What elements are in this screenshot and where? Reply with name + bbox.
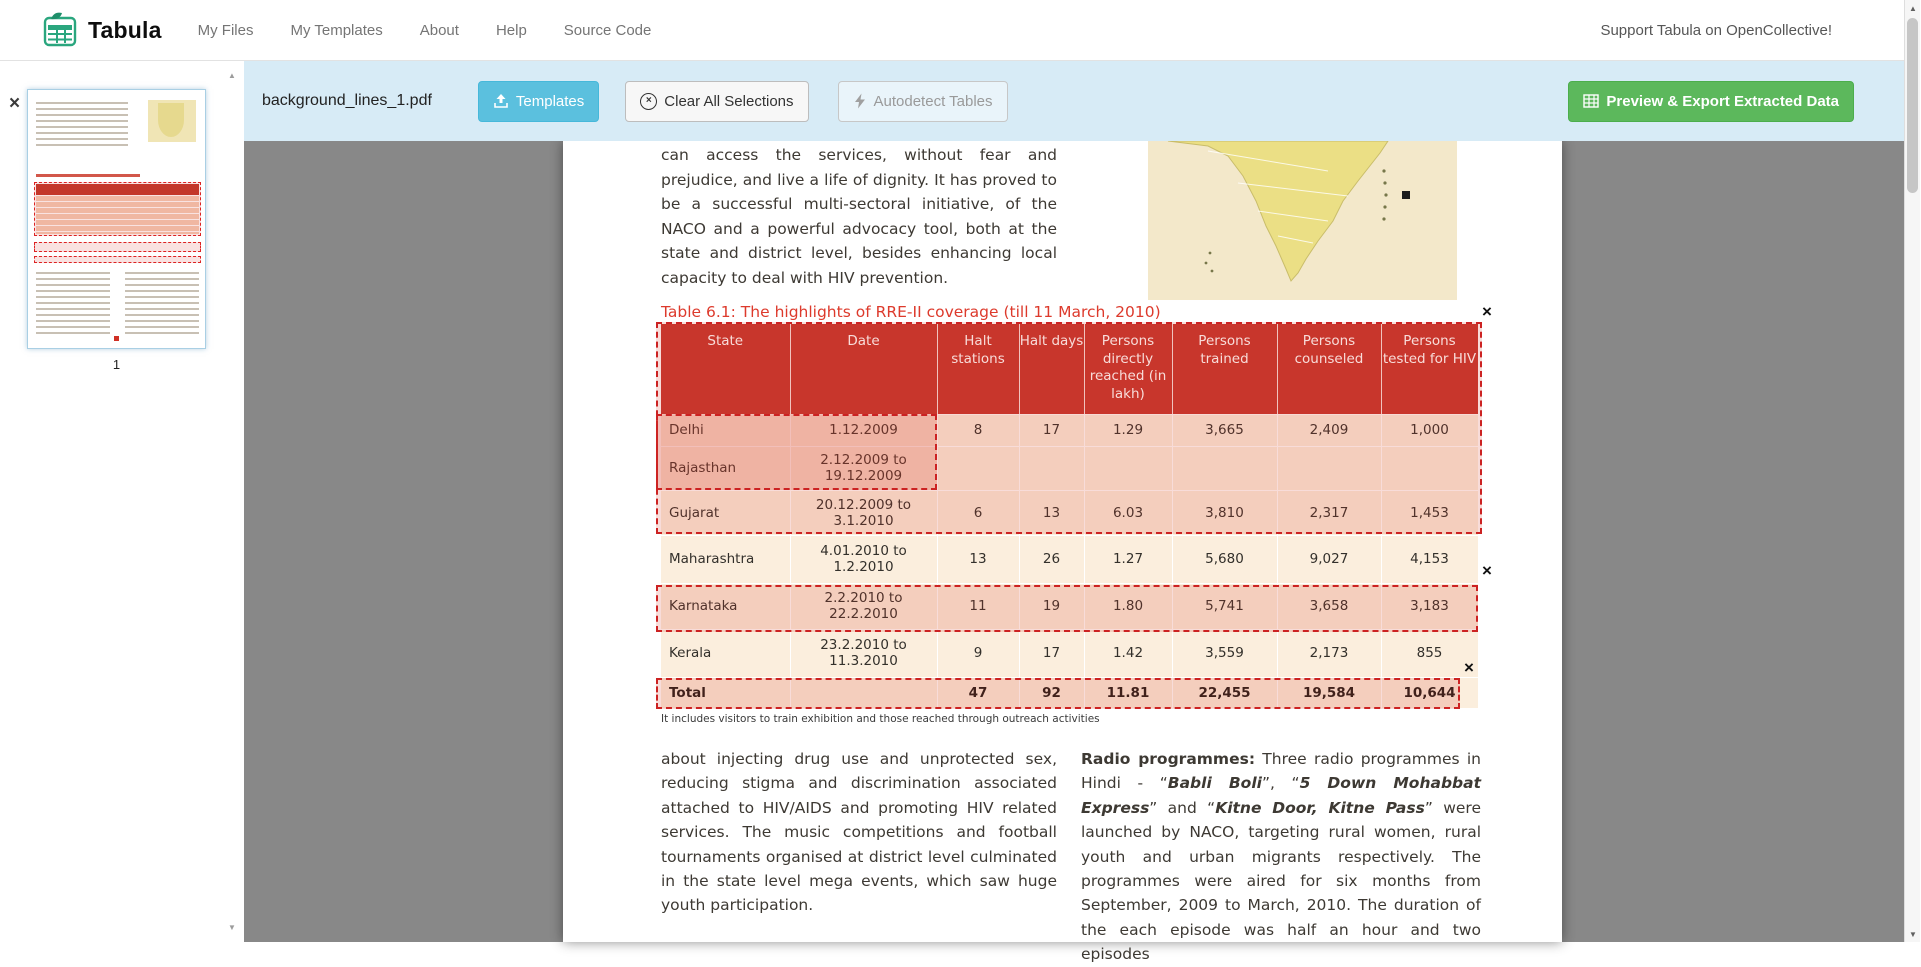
table-cell: 22,455 bbox=[1172, 677, 1277, 708]
thumb-selection bbox=[34, 256, 201, 263]
table-cell: 8 bbox=[937, 414, 1019, 446]
table-cell: 17 bbox=[1019, 414, 1084, 446]
support-link[interactable]: Support Tabula on OpenCollective! bbox=[1600, 21, 1832, 39]
thumb-text-column bbox=[125, 272, 199, 334]
india-map-figure bbox=[1148, 141, 1457, 300]
map-legend-square bbox=[1402, 191, 1410, 199]
sidebar bbox=[0, 61, 244, 942]
table-row bbox=[661, 535, 1478, 583]
autodetect-tables-button[interactable] bbox=[838, 81, 1008, 122]
table-cell: 1,000 bbox=[1381, 414, 1478, 446]
table-cell: Kerala bbox=[661, 629, 790, 677]
table-cell: 2,173 bbox=[1277, 629, 1381, 677]
table-cell: 855 bbox=[1381, 629, 1478, 677]
thumb-selection bbox=[34, 182, 201, 236]
filename-label: background_lines_1.pdf bbox=[262, 92, 432, 109]
table-cell: 1.29 bbox=[1084, 414, 1172, 446]
pdf-table-footnote: It includes visitors to train exhibition and those reached through outreach activities bbox=[661, 713, 1100, 725]
thumb-table-title bbox=[36, 174, 140, 177]
thumb-map bbox=[148, 100, 196, 142]
table-cell: Gujarat bbox=[661, 490, 790, 535]
scrollbar-thumb[interactable] bbox=[1907, 18, 1918, 193]
table-cell: 13 bbox=[937, 535, 1019, 583]
table-row bbox=[661, 629, 1478, 677]
table-cell: 1.80 bbox=[1084, 583, 1172, 629]
thumb-text-column bbox=[36, 272, 110, 334]
table-cell: 3,810 bbox=[1172, 490, 1277, 535]
table-header-cell: Date bbox=[790, 324, 937, 414]
table-selection-region[interactable] bbox=[656, 414, 937, 490]
nav-help[interactable]: Help bbox=[495, 21, 527, 39]
pdf-viewport[interactable] bbox=[244, 141, 1904, 964]
sidebar-scroll-up-icon[interactable]: ▲ bbox=[228, 71, 236, 80]
window-scrollbar[interactable] bbox=[1904, 0, 1920, 942]
text-segment: ”, “ bbox=[1261, 774, 1300, 793]
table-header-cell: State bbox=[661, 324, 790, 414]
nav-my-files[interactable]: My Files bbox=[197, 21, 254, 39]
left-column-paragraph: about injecting drug use and unprotected sex, reducing stigma and discrimination associated attached to HIV/AIDS and promoting HIV related services. The music competitions and football tournaments organised at district level culminated in the state level mega events, which saw huge youth participation. bbox=[661, 750, 1057, 915]
table-cell: 19,584 bbox=[1277, 677, 1381, 708]
table-cell: 3,183 bbox=[1381, 583, 1478, 629]
table-cell: 6.03 bbox=[1084, 490, 1172, 535]
tabula-logo-icon bbox=[42, 12, 78, 48]
clear-button-label: Clear All Selections bbox=[664, 92, 794, 110]
table-cell: 20.12.2009 to 3.1.2010 bbox=[790, 490, 937, 535]
scroll-up-icon[interactable]: ▲ bbox=[1909, 3, 1917, 13]
table-cell: 1,453 bbox=[1381, 490, 1478, 535]
text-segment: ” were launched by NACO, targeting rural women, rural youth and urban migrants respectively. The programmes were aired for six months from September, 2009 to March, 2010. The duration of the each episode was half an hour and two episodes bbox=[1081, 798, 1482, 964]
table-cell: 2.12.2009 to 19.12.2009 bbox=[790, 446, 937, 490]
table-cell: 23.2.2010 to 11.3.2010 bbox=[790, 629, 937, 677]
table-cell: 2,317 bbox=[1277, 490, 1381, 535]
export-button-label: Preview & Export Extracted Data bbox=[1606, 92, 1839, 110]
text-segment: ” and “ bbox=[1149, 798, 1216, 817]
text-segment: 5 Down Mohabbat Express bbox=[1081, 774, 1481, 817]
page-thumbnail[interactable] bbox=[27, 89, 206, 349]
table-cell: 4,153 bbox=[1381, 535, 1478, 583]
table-cell: 17 bbox=[1019, 629, 1084, 677]
table-cell: Total bbox=[661, 677, 790, 708]
nav-source-code[interactable]: Source Code bbox=[563, 21, 652, 39]
right-column-paragraph bbox=[1081, 747, 1481, 967]
table-cell: 92 bbox=[1019, 677, 1084, 708]
selection-close-icon[interactable]: × bbox=[1482, 302, 1492, 321]
table-cell: Rajasthan bbox=[661, 446, 790, 490]
table-cell: 9,027 bbox=[1277, 535, 1381, 583]
table-selection-region[interactable] bbox=[656, 678, 1460, 709]
table-header-cell: Halt stations bbox=[937, 324, 1019, 414]
preview-export-button[interactable] bbox=[1568, 81, 1854, 122]
sidebar-scroll-down-icon[interactable]: ▼ bbox=[228, 923, 236, 932]
clear-all-selections-button[interactable] bbox=[625, 81, 808, 122]
table-cell: Maharashtra bbox=[661, 535, 790, 583]
table-selection-region[interactable] bbox=[656, 585, 1478, 632]
pdf-table-title: Table 6.1: The highlights of RRE-II coverage (till 11 March, 2010) bbox=[661, 303, 1161, 321]
thumb-text-block bbox=[36, 102, 128, 148]
selection-close-icon[interactable]: × bbox=[1482, 561, 1492, 580]
clear-icon: × bbox=[640, 93, 657, 110]
table-cell: 5,741 bbox=[1172, 583, 1277, 629]
table-cell: 26 bbox=[1019, 535, 1084, 583]
table-header-cell: Persons trained bbox=[1172, 324, 1277, 414]
table-cell: 10,644 bbox=[1381, 677, 1478, 708]
table-header-cell: Persons counseled bbox=[1277, 324, 1381, 414]
table-cell: 1.12.2009 bbox=[790, 414, 937, 446]
thumb-selection bbox=[34, 242, 201, 252]
table-cell: 5,680 bbox=[1172, 535, 1277, 583]
table-cell: 4.01.2010 to 1.2.2010 bbox=[790, 535, 937, 583]
table-cell: 6 bbox=[937, 490, 1019, 535]
table-header-cell: Persons tested for HIV bbox=[1381, 324, 1478, 414]
text-segment: Babli Boli bbox=[1167, 774, 1262, 793]
pdf-page[interactable] bbox=[563, 141, 1562, 964]
table-cell: 2,409 bbox=[1277, 414, 1381, 446]
text-segment: Kitne Door, Kitne Pass bbox=[1215, 798, 1425, 817]
table-cell: 3,665 bbox=[1172, 414, 1277, 446]
table-cell: 13 bbox=[1019, 490, 1084, 535]
table-cell: 11 bbox=[937, 583, 1019, 629]
brand-name: Tabula bbox=[88, 16, 162, 43]
table-cell: 11.81 bbox=[1084, 677, 1172, 708]
scroll-down-icon[interactable]: ▼ bbox=[1909, 929, 1917, 939]
text-segment: Three radio programmes in Hindi - “ bbox=[1081, 750, 1481, 793]
page-number-label: 1 bbox=[112, 357, 121, 372]
nav-my-templates[interactable]: My Templates bbox=[290, 21, 383, 39]
main-nav bbox=[198, 22, 652, 39]
table-cell: 1.42 bbox=[1084, 629, 1172, 677]
toolbar bbox=[244, 61, 1904, 141]
table-grid-icon bbox=[1583, 93, 1599, 109]
templates-button[interactable] bbox=[478, 81, 599, 122]
table-cell: Karnataka bbox=[661, 583, 790, 629]
table-cell: 3,559 bbox=[1172, 629, 1277, 677]
navbar bbox=[0, 0, 1904, 61]
remove-file-close-icon[interactable]: × bbox=[9, 93, 21, 114]
thumb-selection-marker bbox=[114, 336, 119, 341]
templates-button-label: Templates bbox=[515, 92, 585, 110]
table-cell: 3,658 bbox=[1277, 583, 1381, 629]
selection-close-icon[interactable]: × bbox=[1464, 658, 1474, 677]
templates-icon bbox=[493, 93, 509, 109]
table-cell: 9 bbox=[937, 629, 1019, 677]
table-cell: 2.2.2010 to 22.2.2010 bbox=[790, 583, 937, 629]
table-cell: 19 bbox=[1019, 583, 1084, 629]
brand[interactable] bbox=[42, 12, 162, 48]
table-cell: 47 bbox=[937, 677, 1019, 708]
autodetect-button-label: Autodetect Tables bbox=[873, 92, 993, 110]
table-header-cell: Halt days bbox=[1019, 324, 1084, 414]
pdf-top-paragraph: can access the services, without fear and prejudice, and live a life of dignity. It has proved to be a successful multi-sectoral initiative, of the NACO and a powerful advocacy tool, both at the state and district level, besides enhancing local capacity to deal with HIV prevention. bbox=[661, 146, 1057, 287]
table-header-cell: Persons directly reached (in lakh) bbox=[1084, 324, 1172, 414]
nav-about[interactable]: About bbox=[419, 21, 459, 39]
table-cell: Delhi bbox=[661, 414, 790, 446]
lightning-icon bbox=[853, 93, 867, 109]
text-segment: Radio programmes: bbox=[1081, 750, 1256, 768]
table-cell: 1.27 bbox=[1084, 535, 1172, 583]
